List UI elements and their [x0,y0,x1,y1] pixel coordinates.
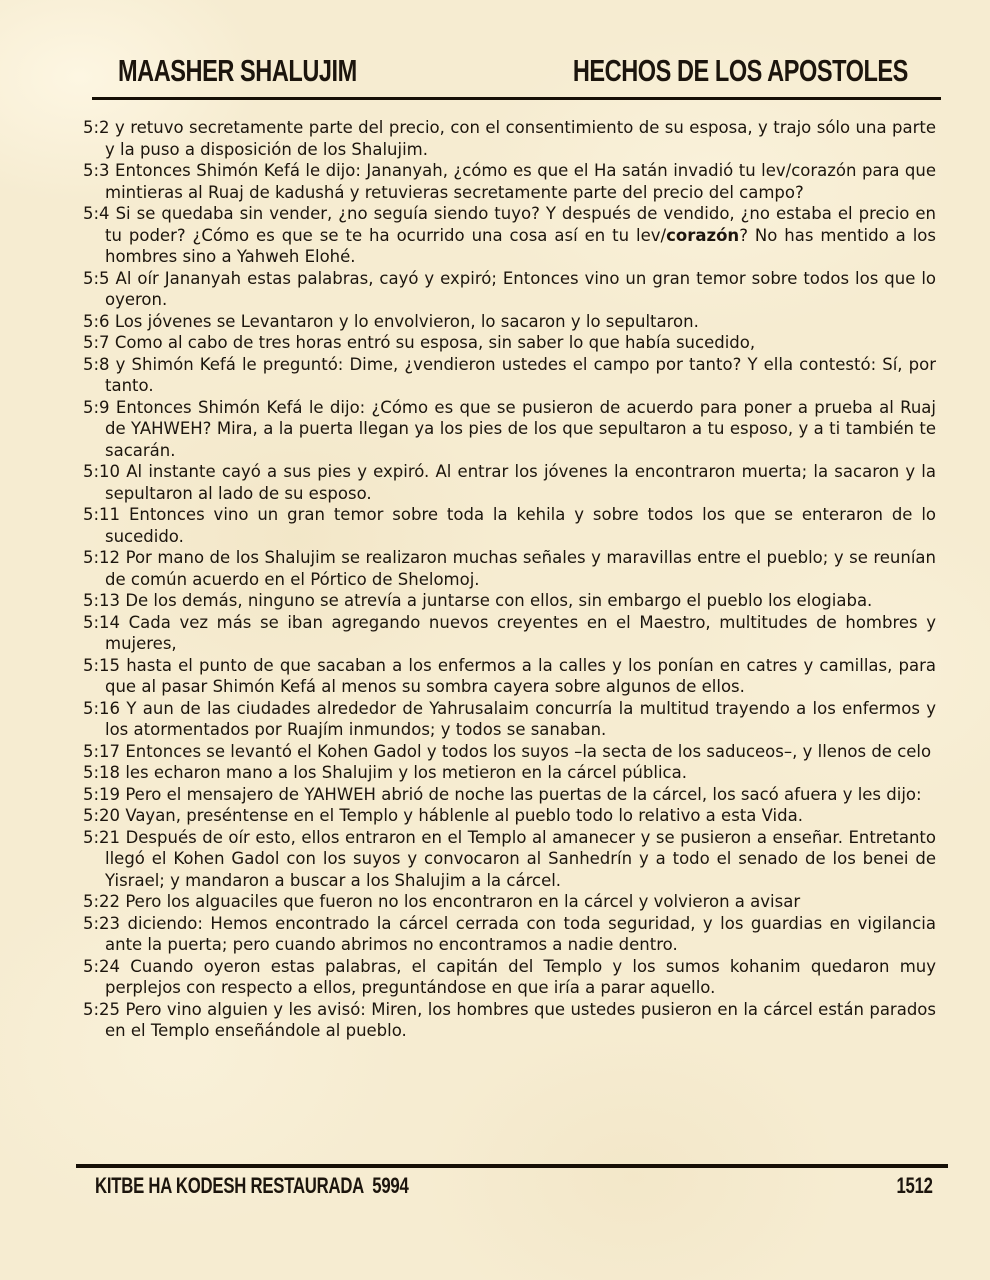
verse [83,741,936,763]
verse-text: y Shimón Kefá le preguntó: Dime, ¿vendieron ustedes el campo por tanto? Y ella contestó: Sí, por tanto. [105,354,936,395]
verse-text: Entonces vino un gran temor sobre toda la kehila y sobre todos los que se enteraron de lo sucedido. [105,505,936,546]
verse-text: Cada vez más se iban agregando nuevos creyentes en el Maestro, multitudes de hombres y mujeres, [105,612,936,653]
edition-title: KITBE HA KODESH RESTAURADA 5994 [95,1173,409,1198]
verse-number: 5:20 [83,806,121,825]
footer-divider [76,1164,948,1168]
verse-text: Si se quedaba sin vender, ¿no seguía siendo tuyo? Y después de vendido, ¿no estaba el precio en tu poder? ¿Cómo es que se te ha ocurrido una cosa así en tu lev/ [105,204,936,245]
verse-number: 5:15 [83,655,121,675]
verse-number: 5:18 [83,763,121,782]
verse-text: Entonces se levantó el Kohen Gadol y todos los suyos –la secta de los saduceos–, y llenos de celo [125,741,932,761]
verse [83,203,936,268]
verse-text: Como al cabo de tres horas entró su esposa, sin saber lo que había sucedido, [114,333,756,352]
verse-text: Pero los alguaciles que fueron no los encontraron en la cárcel y volvieron a avisar [125,892,801,911]
verse [83,354,936,397]
verse-number: 5:3 [83,161,110,180]
page-footer [95,1173,933,1198]
verse [83,805,936,827]
verse-number: 5:5 [83,268,110,288]
verse [83,311,936,333]
verse-number: 5:6 [83,311,110,331]
header-divider [92,97,941,100]
verse [83,762,936,784]
verse-text: Cuando oyeron estas palabras, el capitán del Templo y los sumos kohanim quedaron muy perplejos con respecto a ellos, preguntándose en que iría a parar aquello. [105,956,936,997]
page-header [83,54,936,88]
verse [83,612,936,655]
verse-text: ? No has mentido a los hombres sino a Yahweh Elohé. [105,225,936,266]
verse-text: diciendo: Hemos encontrado la cárcel cerrada con toda seguridad, y los guardias en vigilancia ante la puerta; pero cuando abrimos no encontramos a nadie dentro. [105,913,936,954]
verse-text: Después de oír esto, ellos entraron en el Templo al amanecer y se pusieron a enseñar. Entretanto llegó el Kohen Gadol con los suyos y convocaron al Sanhedrín y a todo el senado de los benei de Yisrael; y mandaron a buscar a los Shalujim a la cárcel. [105,827,936,890]
verse-text: Pero vino alguien y les avisó: Miren, los hombres que ustedes pusieron en la cárcel están parados en el Templo enseñándole al pueblo. [105,999,936,1040]
verse-number: 5:25 [83,999,121,1019]
verse-number: 5:14 [83,612,121,632]
verse-text: Vayan, preséntense en el Templo y háblenle al pueblo todo lo relativo a esta Vida. [125,806,803,825]
verse-number: 5:12 [83,548,121,567]
book-title-spanish: HECHOS DE LOS APOSTOLES [572,53,908,88]
verse-text: Y aun de las ciudades alrededor de Yahrusalaim concurría la multitud trayendo a los enfermos y los atormentados por Ruajím inmundos; y todos se sanaban. [105,698,936,739]
page-number: 1512 [896,1173,933,1198]
verse-number: 5:19 [83,784,121,804]
verse-number: 5:24 [83,956,121,976]
verse-text: y retuvo secretamente parte del precio, con el consentimiento de su esposa, y trajo sólo una parte y la puso a disposición de los Shalujim. [105,118,936,159]
verse [83,913,936,956]
verse-number: 5:13 [83,591,121,610]
verse [83,956,936,999]
verse-number: 5:9 [83,397,110,417]
verse [83,332,936,354]
verse-number: 5:10 [83,462,121,481]
verse [83,547,936,590]
verse-list [83,117,936,1163]
verse-text: De los demás, ninguno se atrevía a juntarse con ellos, sin embargo el pueblo los elogiaba. [125,591,873,610]
verse [83,698,936,741]
verse-text: Por mano de los Shalujim se realizaron muchas señales y maravillas entre el pueblo; y se reunían de común acuerdo en el Pórtico de Shelomoj. [105,548,936,589]
verse-text: Al instante cayó a sus pies y expiró. Al entrar los jóvenes la encontraron muerta; la sacaron y la sepultaron al lado de su esposo. [105,462,936,503]
verse [83,461,936,504]
verse-text: Entonces Shimón Kefá le dijo: ¿Cómo es que se pusieron de acuerdo para poner a prueba al Ruaj de YAHWEH? Mira, a la puerta llegan ya los pies de los que sepultaron a tu esposo, y a ti también te sacarán. [105,397,936,460]
verse-number: 5:4 [83,204,110,223]
verse-number: 5:8 [83,354,110,374]
verse-text: Los jóvenes se Levantaron y lo envolvieron, lo sacaron y lo sepultaron. [114,311,699,331]
verse [83,397,936,462]
verse [83,784,936,806]
verse [83,117,936,160]
verse-number: 5:17 [83,741,121,761]
verse [83,268,936,311]
verse-text: Entonces Shimón Kefá le dijo: Jananyah, ¿cómo es que el Ha satán invadió tu lev/corazón para que mintieras al Ruaj de kadushá y retuvieras secretamente parte del precio del campo? [105,161,936,202]
verse-text: Al oír Jananyah estas palabras, cayó y expiró; Entonces vino un gran temor sobre todos los que lo oyeron. [105,268,936,309]
verse [83,999,936,1042]
verse-number: 5:22 [83,892,121,911]
verse-number: 5:11 [83,505,121,524]
verse [83,590,936,612]
verse-number: 5:21 [83,827,121,847]
verse-text: hasta el punto de que sacaban a los enfermos a la calles y los ponían en catres y camillas, para que al pasar Shimón Kefá al menos su sombra cayera sobre algunos de ellos. [105,655,936,696]
verse-text: les echaron mano a los Shalujim y los metieron en la cárcel pública. [125,763,687,782]
verse-text: Pero el mensajero de YAHWEH abrió de noche las puertas de la cárcel, los sacó afuera y les dijo: [125,784,922,804]
verse [83,827,936,892]
verse [83,891,936,913]
verse [83,160,936,203]
book-title-transliterated: MAASHER SHALUJIM [118,53,357,88]
verse-number: 5:16 [83,698,121,718]
verse-number: 5:23 [83,913,121,933]
verse-text: corazón [666,225,740,245]
verse-number: 5:2 [83,118,110,137]
verse [83,504,936,547]
verse-number: 5:7 [83,333,110,352]
verse [83,655,936,698]
